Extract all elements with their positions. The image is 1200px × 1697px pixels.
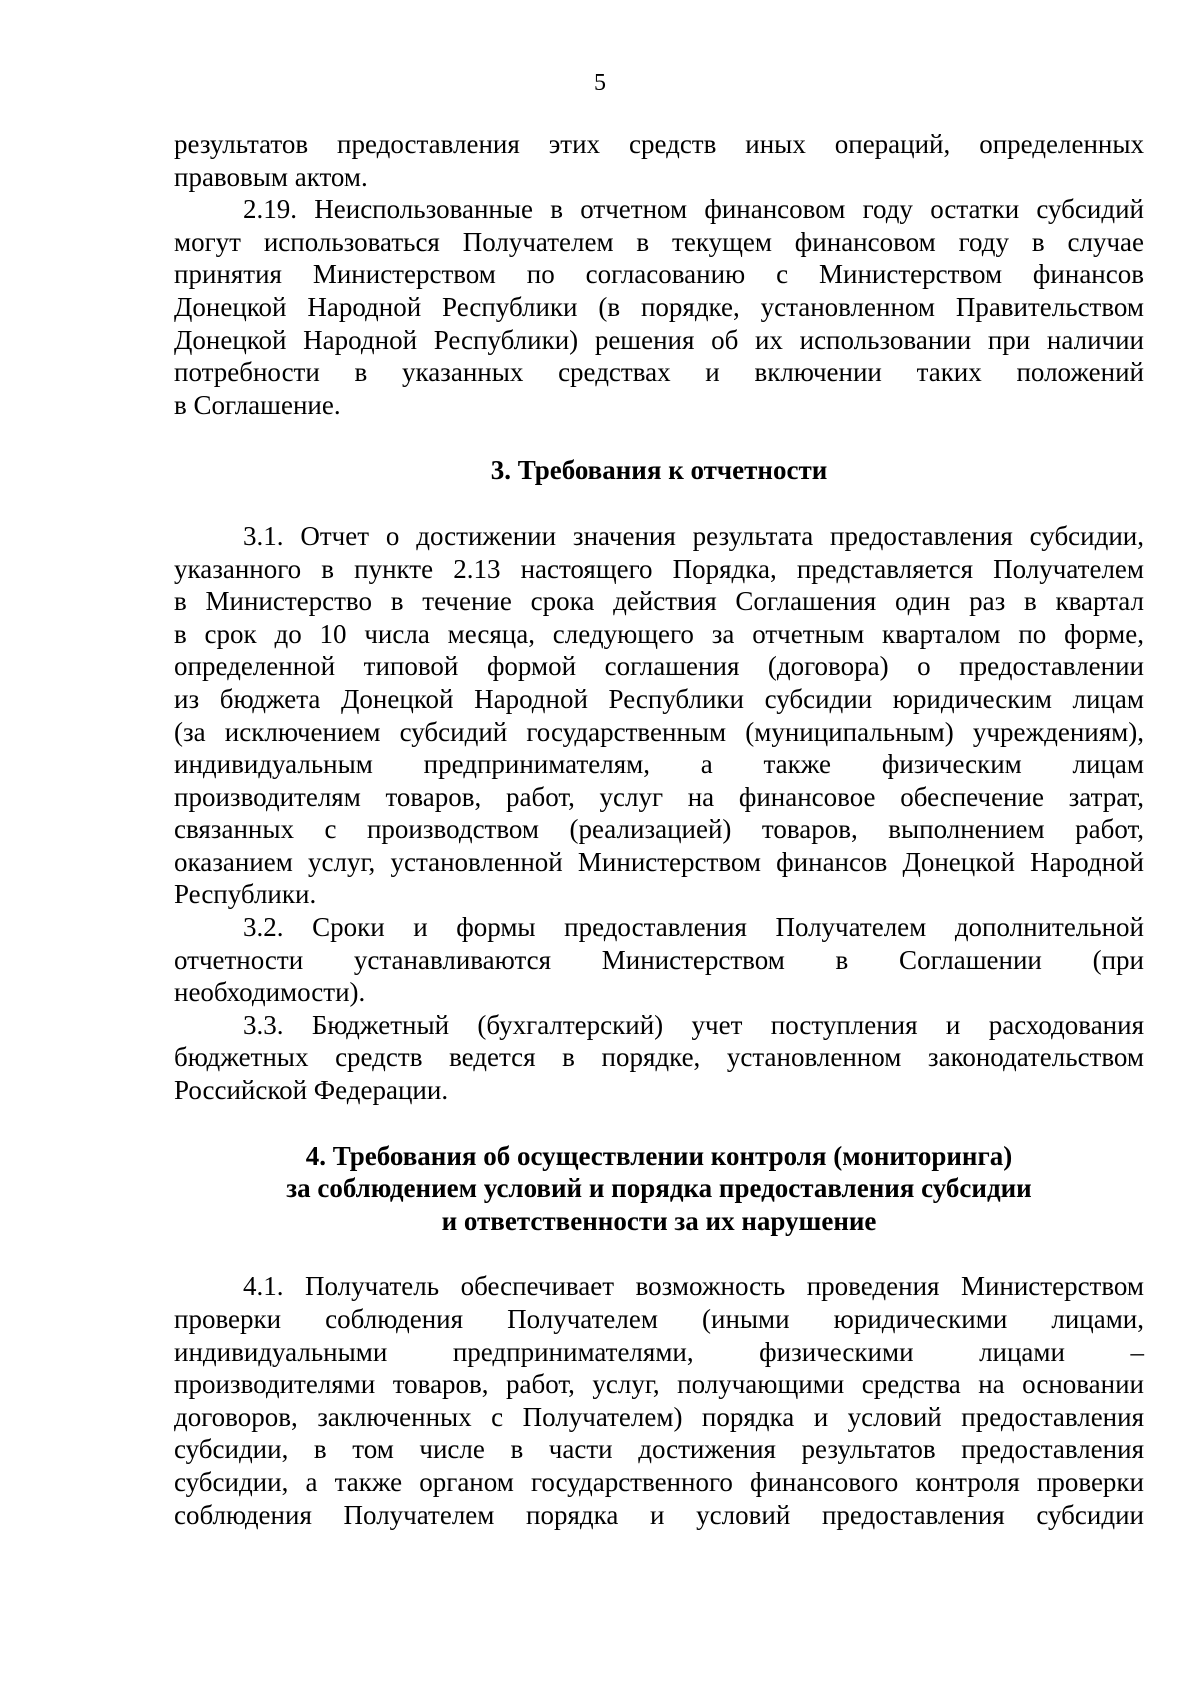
text-line: договоров, заключенных с Получателем) порядка и условий предоставления: [174, 1401, 1144, 1432]
text-line: индивидуальным предпринимателям, а также физическим лицам: [174, 749, 1144, 780]
document-body: [174, 128, 1144, 1531]
text-line: указанного в пункте 2.13 настоящего Порядка, представляется Получателем: [174, 553, 1144, 584]
text-line: субсидии, в том числе в части достижения результатов предоставления: [174, 1434, 1144, 1465]
paragraph-3-3: [174, 1009, 1144, 1107]
text-line: оказанием услуг, установленной Министерством финансов Донецкой Народной: [174, 846, 1144, 877]
paragraph-2-18-continuation: [174, 128, 1144, 193]
text-line: Российской Федерации.: [174, 1075, 449, 1106]
text-line: потребности в указанных средствах и включении таких положений: [174, 357, 1144, 388]
text-line: индивидуальными предпринимателями, физическими лицами –: [174, 1336, 1144, 1367]
text-line: Республики.: [174, 879, 317, 910]
text-line: отчетности устанавливаются Министерством в Соглашении (при: [174, 944, 1144, 975]
section-4-heading: [174, 1140, 1144, 1238]
text-line: определенной типовой формой соглашения (договора) о предоставлении: [174, 651, 1144, 682]
text-line: 3.3. Бюджетный (бухгалтерский) учет поступления и расходования: [243, 1009, 1144, 1040]
text-line: Донецкой Народной Республики) решения об их использовании при наличии: [174, 324, 1144, 355]
heading-line: 3. Требования к отчетности: [490, 455, 828, 486]
paragraph-3-1: [174, 520, 1144, 911]
text-line: 3.2. Сроки и формы предоставления Получателем дополнительной: [243, 912, 1144, 943]
text-line: субсидии, а также органом государственного финансового контроля проверки: [174, 1466, 1144, 1497]
paragraph-2-19: [174, 193, 1144, 421]
text-line: в срок до 10 числа месяца, следующего за отчетным кварталом по форме,: [174, 618, 1144, 649]
text-line: связанных с производством (реализацией) товаров, выполнением работ,: [174, 814, 1144, 845]
heading-line: и ответственности за их нарушение: [441, 1205, 877, 1236]
text-line: бюджетных средств ведется в порядке, установленном законодательством: [174, 1042, 1144, 1073]
text-line: производителями товаров, работ, услуг, получающими средства на основании: [174, 1369, 1144, 1400]
text-line: (за исключением субсидий государственным (муниципальным) учреждениям),: [174, 716, 1144, 747]
paragraph-3-2: [174, 911, 1144, 1009]
page-number: 5: [594, 70, 606, 96]
text-line: Донецкой Народной Республики (в порядке, установленном Правительством: [174, 291, 1144, 322]
text-line: 3.1. Отчет о достижении значения результата предоставления субсидии,: [243, 520, 1144, 551]
text-line: 4.1. Получатель обеспечивает возможность проведения Министерством: [243, 1271, 1144, 1302]
heading-line: 4. Требования об осуществлении контроля (мониторинга): [305, 1140, 1013, 1171]
text-line: могут использоваться Получателем в текущем финансовом году в случае: [174, 226, 1144, 257]
text-line: проверки соблюдения Получателем (иными юридическими лицами,: [174, 1304, 1144, 1334]
text-line: соблюдения Получателем порядка и условий предоставления субсидии: [174, 1499, 1144, 1530]
text-line: результатов предоставления этих средств иных операций, определенных: [174, 129, 1144, 159]
text-line: 2.19. Неиспользованные в отчетном финансовом году остатки субсидий: [243, 194, 1144, 225]
heading-line: за соблюдением условий и порядка предоставления субсидии: [286, 1173, 1032, 1204]
paragraph-4-1: [174, 1270, 1144, 1531]
text-line: необходимости).: [174, 977, 366, 1008]
text-line: из бюджета Донецкой Народной Республики субсидии юридическим лицам: [174, 683, 1144, 714]
text-line: производителям товаров, работ, услуг на финансовое обеспечение затрат,: [174, 781, 1144, 812]
text-line: правовым актом.: [174, 161, 368, 192]
section-3-heading: [174, 454, 1144, 487]
text-line: принятия Министерством по согласованию с Министерством финансов: [174, 259, 1144, 290]
text-line: в Министерство в течение срока действия Соглашения один раз в квартал: [174, 586, 1144, 617]
text-line: в Соглашение.: [174, 389, 341, 420]
